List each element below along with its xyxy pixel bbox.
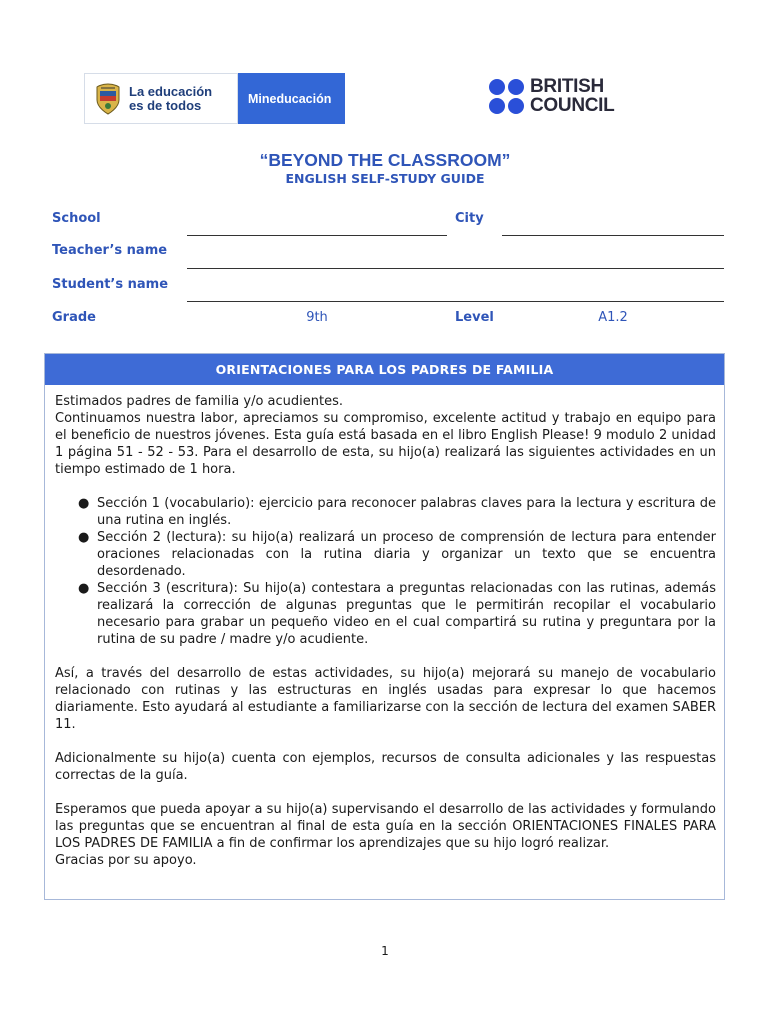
orientations-body: [45, 385, 724, 869]
greeting: Estimados padres de familia y/o acudientes.: [55, 394, 344, 409]
student-name-field[interactable]: [187, 301, 724, 302]
mineducacion-logo-left: [84, 73, 238, 124]
paragraph-3: Adicionalmente su hijo(a) cuenta con ejemplos, recursos de consulta adicionales y las respuestas correctas de la guía.: [55, 751, 716, 783]
page-title: “BEYOND THE CLASSROOM”: [259, 150, 511, 170]
paragraph-4: Esperamos que pueda apoyar a su hijo(a) supervisando el desarrollo de las actividades y formulando las preguntas que se encuentran al final de esta guía en la sección ORIENTACIONES FINALES PARA LOS PADRES DE FAMILIA a fin de confirmar los aprendizajes que su hijo logró realizar.: [55, 802, 716, 851]
page-number: 1: [381, 944, 389, 958]
teacher-name-label: Teacher’s name: [52, 243, 168, 258]
list-item: [78, 529, 716, 580]
british-council-wordmark: [530, 77, 614, 115]
paragraph-2: Así, a través del desarrollo de estas actividades, su hijo(a) mejorará su manejo de vocabulario relacionado con rutinas y las estructuras en inglés usadas para expresar lo que hacemos diariamente. Esto ayudará al estudiante a familiarizarse con la sección de lectura del examen SABER 11.: [55, 666, 716, 732]
parent-orientations-box: [44, 353, 725, 900]
grade-value[interactable]: 9th: [306, 310, 328, 325]
colombia-coat-of-arms-icon: [93, 82, 123, 116]
orientations-heading: ORIENTACIONES PARA LOS PADRES DE FAMILIA: [45, 354, 724, 385]
section-1-text: Sección 1 (vocabulario): ejercicio para reconocer palabras claves para la lectura y escritura de una rutina en inglés.: [97, 496, 716, 528]
level-value[interactable]: A1.2: [598, 310, 628, 325]
list-item: [78, 580, 716, 648]
section-3-text: Sección 3 (escritura): Su hijo(a) contestara a preguntas relacionadas con las rutinas, además realizará la corrección de algunas preguntas que le permitirán recopilar el vocabulario necesario para grabar un pequeño video en el cual compartirá su rutina y preguntara por la rutina de su padre / madre y/o acudiente.: [97, 581, 716, 647]
school-label: School: [52, 211, 101, 226]
mineducacion-brand: Mineducación: [248, 91, 332, 106]
grade-label: Grade: [52, 310, 96, 325]
mineducacion-tagline: [129, 85, 212, 113]
closing-text: Gracias por su apoyo.: [55, 853, 197, 868]
british-council-dots-icon: [489, 79, 524, 114]
list-item: [78, 495, 716, 529]
tagline-line-1: La educación: [129, 83, 213, 99]
school-field[interactable]: [187, 235, 447, 236]
british-council-logo: [489, 74, 614, 118]
teacher-name-field[interactable]: [187, 268, 724, 269]
intro-paragraph: Continuamos nuestra labor, apreciamos su compromiso, excelente actitud y trabajo en equipo para el beneficio de nuestros jóvenes. Esta guía está basada en el libro English Please! 9 modulo 2 unidad 1 página 51 - 52 - 53. Para el desarrollo de esta, su hijo(a) realizará las siguientes actividades en un tiempo estimado de 1 hora.: [55, 411, 716, 477]
level-label: Level: [455, 310, 494, 325]
city-field[interactable]: [502, 235, 724, 236]
section-2-text: Sección 2 (lectura): su hijo(a) realizará un proceso de comprensión de lectura para entender oraciones relacionadas con la rutina diaria y organizar un texto que se encuentra desordenado.: [97, 530, 716, 579]
bullet-icon: ●: [78, 581, 90, 596]
tagline-line-2: es de todos: [129, 97, 202, 113]
sections-list: [55, 495, 716, 648]
page-subtitle: ENGLISH SELF-STUDY GUIDE: [285, 171, 485, 186]
mineducacion-logo-right: [238, 73, 345, 124]
bc-line-2: COUNCIL: [530, 95, 615, 116]
bc-line-1: BRITISH: [530, 76, 604, 97]
mineducacion-logo: [84, 73, 345, 124]
city-label: City: [455, 211, 484, 226]
student-name-label: Student’s name: [52, 277, 169, 292]
bullet-icon: ●: [78, 496, 90, 511]
bullet-icon: ●: [78, 530, 90, 545]
